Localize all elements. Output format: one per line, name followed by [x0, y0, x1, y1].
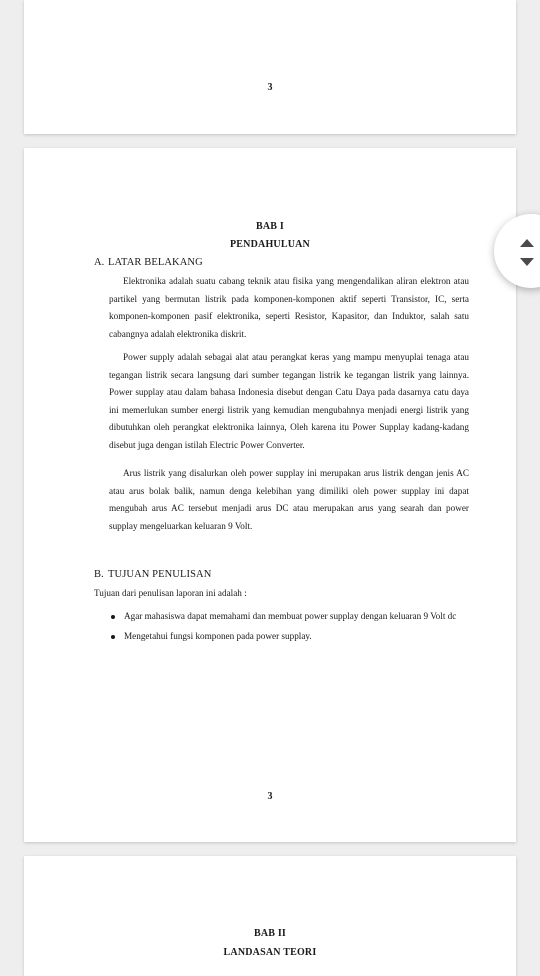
section-title: TUJUAN PENULISAN: [108, 569, 212, 580]
chapter-label: BAB I: [256, 221, 284, 232]
document-page-current: [24, 148, 516, 842]
paragraph: Power supply adalah sebagai alat atau perangkat keras yang mampu menyuplai tenaga atau tegangan listrik secara langsung dari sumber tegangan listrik ke tegangan listrik yang lainnya. Power supplay atau dalam bahasa Indonesia disebut dengan Catu Daya pada dasarnya catu daya ini memerlukan sumber energi listrik yang kemudian mengubahnya menjadi energi listrik yang dibutuhkan oleh perangkat elektronika lainnya, Oleh karena itu Power Supplay kadang-kadang disebut juga dengan istilah Electric Power Converter.: [109, 352, 469, 450]
section-letter: B.: [94, 569, 104, 580]
chevron-up-icon[interactable]: [520, 239, 534, 247]
document-page-next: [24, 856, 516, 976]
section-heading-latar-belakang: [94, 257, 203, 268]
bullet-list: [109, 608, 469, 647]
section-title: LATAR BELAKANG: [108, 257, 203, 268]
bullet-icon: [111, 635, 115, 639]
document-page-previous: [24, 0, 516, 134]
section-letter: A.: [94, 257, 105, 268]
chapter-title: LANDASAN TEORI: [223, 947, 317, 958]
chapter-title: PENDAHULUAN: [230, 239, 310, 250]
page-number: 3: [267, 791, 273, 802]
chapter-label: BAB II: [253, 928, 287, 939]
section-heading-tujuan-penulisan: [94, 569, 211, 580]
chevron-down-icon[interactable]: [520, 258, 534, 266]
bullet-icon: [111, 615, 115, 619]
list-item: Mengetahui fungsi komponen pada power supplay.: [109, 628, 469, 646]
section-intro: Tujuan dari penulisan laporan ini adalah :: [94, 588, 247, 598]
paragraph: Elektronika adalah suatu cabang teknik atau fisika yang mengendalikan aliran elektron atau partikel yang bermutan listrik pada komponen-komponen aktif seperti Transistor, IC, serta komponen-komponen pasif elektronika, seperti Resistor, Kapasitor, dan Induktor, salah satu cabangnya adalah elektronika diskrit.: [109, 276, 469, 339]
paragraph: Arus listrik yang disalurkan oleh power supplay ini merupakan arus listrik dengan jenis AC atau arus bolak balik, namun denga kelebihan yang dimiliki oleh power supplay ini dapat mengubah arus AC tersebut menjadi arus DC atau merupakan arus yang searah dan power supplay mengeluarkan keluaran 9 Volt.: [109, 468, 469, 531]
list-item: Agar mahasiswa dapat memahami dan membuat power supplay dengan keluaran 9 Volt dc: [109, 608, 469, 626]
page-number: 3: [267, 82, 273, 93]
